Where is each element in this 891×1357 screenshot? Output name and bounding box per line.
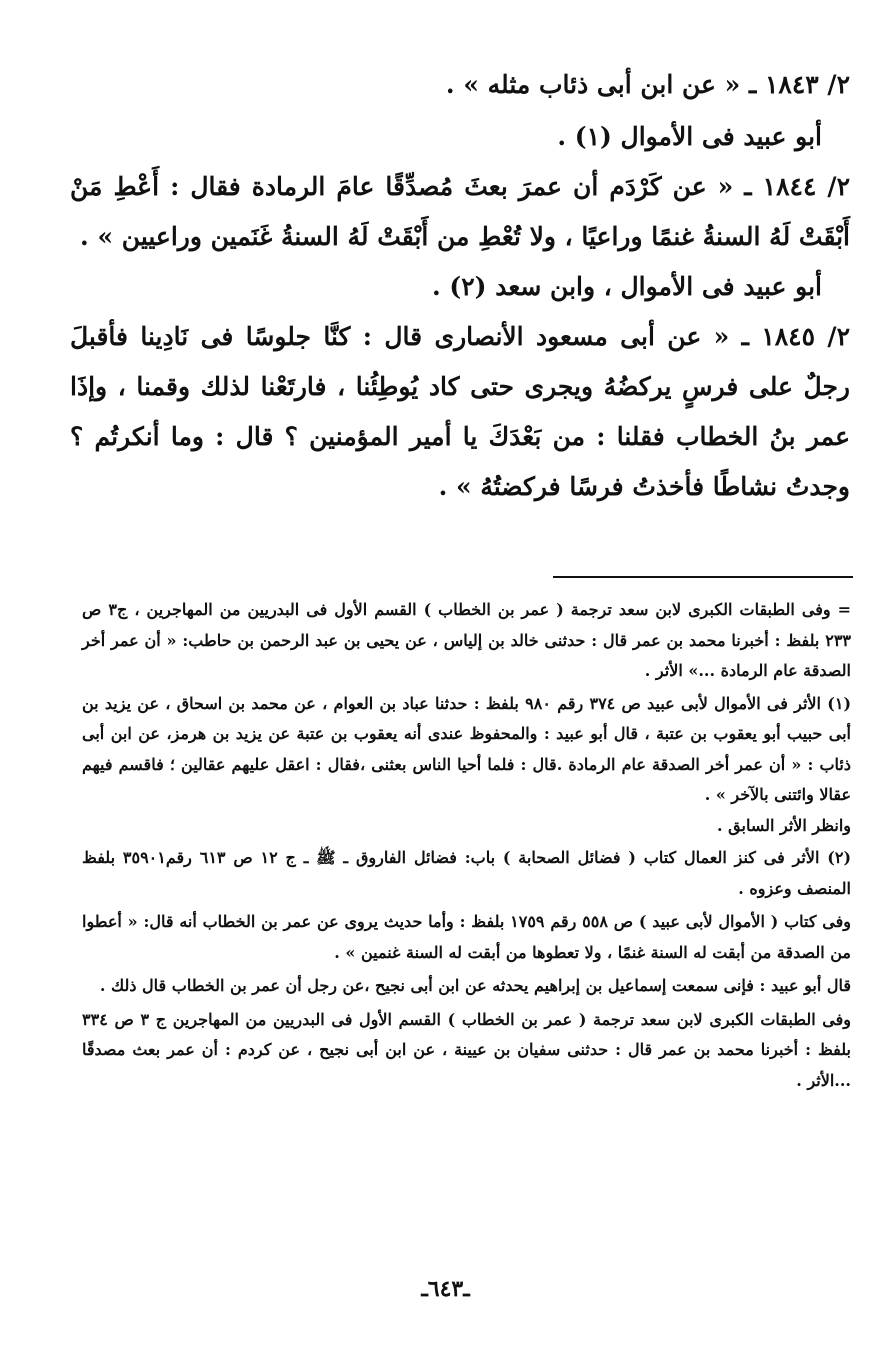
source-1844: أبو عبيد فى الأموال ، وابن سعد (٢) . (431, 272, 822, 301)
main-text (70, 60, 850, 512)
footnote-continuation: = وفى الطبقات الكبرى لابن سعد ترجمة ( عمر بن الخطاب ) القسم الأول فى البدريين من المهاجرين ، ج٣ ص ٢٣٣ بلفظ : أخبرنا محمد بن عمر قال : حدثنى خالد بن إلياس ، عن يحيى بن عبد الرحمن بن حاطب: « أن عمر أخر الصدقة عام الرمادة ...» الأثر . (82, 600, 851, 680)
footnote-2-amwal: وفى كتاب ( الأموال لأبى عبيد ) ص ٥٥٨ رقم ١٧٥٩ بلفظ : وأما حديث يروى عن عمر بن الخطاب أنه قال: « أعطوا من الصدقة من أبقت له السنة غنمًا ، ولا تعطوها من أبقت له السنة غنمين » . (82, 912, 852, 962)
page-body (70, 60, 850, 512)
footnotes (82, 595, 851, 1096)
footnote-2-abu-ubaid: قال أبو عبيد : فإنى سمعت إسماعيل بن إبراهيم يحدثه عن ابن أبى نجيح ،عن رجل أن عمر بن الخطاب قال ذلك . (99, 976, 851, 995)
footnote-2-tabaqat: وفى الطبقات الكبرى لابن سعد ترجمة ( عمر بن الخطاب ) القسم الأول فى البدريين من المهاجرين ج ٣ ص ٣٣٤ بلفظ : أخبرنا محمد بن عمر قال : حدثنى سفيان بن عيينة ، عن ابن أبى نجيح ، عن كردم : أن عمر بعث مصدقًا ...الأثر . (82, 1009, 852, 1090)
footnote-divider (553, 576, 853, 578)
hadith-1844: ٢/ ١٨٤٤ ـ « عن كَرْدَم أن عمرَ بعثَ مُصدِّقًا عامَ الرمادة فقال : أَعْطِ مَنْ أَبْقَتْ لَهُ السنةُ غنمًا وراعيًا ، ولا تُعْطِ من أَبْقَتْ لَهُ السنةُ غَنَمين وراعيين » . (70, 172, 850, 251)
hadith-1845: ٢/ ١٨٤٥ ـ « عن أبى مسعود الأنصارى قال : كنَّا جلوسًا فى نَادِينا فأقبلَ رجلٌ على فرسٍ يركضُهُ ويجرى حتى كاد يُوطِئُنا ، فارتَعْنا لذلك وقمنا ، وإذَا عمر بنُ الخطاب فقلنا : من بَعْدَكَ يا أمير المؤمنين ؟ قال : وما أنكرتُم ؟ وجدتُ نشاطًا فأخذتُ فرسًا فركضتُهُ » . (70, 322, 850, 501)
page-number: ـ٦٤٣ـ (421, 1276, 470, 1302)
footnote-1: (١) الأثر فى الأموال لأبى عبيد ص ٣٧٤ رقم ٩٨٠ بلفظ : حدثنا عباد بن العوام ، عن محمد بن اسحاق ، عن يزيد بن أبى حبيب أبو يعقوب بن عتبة ، قال أبو عبيد : والمحفوظ عندى أنه يعقوب بن عتبة عن يزيد بن هرمز، عن ابن أبى ذئاب : « أن عمر أخر الصدقة عام الرمادة .قال : فلما أحيا الناس بعثنى ،فقال : اعقل عليهم عقالين ؛ فاقسم فيهم عقالا وائتنى بالآخر » . (82, 693, 852, 804)
source-1843: أبو عبيد فى الأموال (١) . (557, 122, 822, 151)
footnote-2: (٢) الأثر فى كنز العمال كتاب ( فضائل الصحابة ) باب: فضائل الفاروق ـ ﷺ ـ ج ١٢ ص ٦١٣ رقم٣٥٩٠١ بلفظ المنصف وعزوه . (82, 848, 852, 898)
footnote-1-see-also: وانظر الأثر السابق . (717, 815, 851, 835)
hadith-1843: ٢/ ١٨٤٣ ـ « عن ابن أبى ذئاب مثله » . (445, 70, 850, 99)
